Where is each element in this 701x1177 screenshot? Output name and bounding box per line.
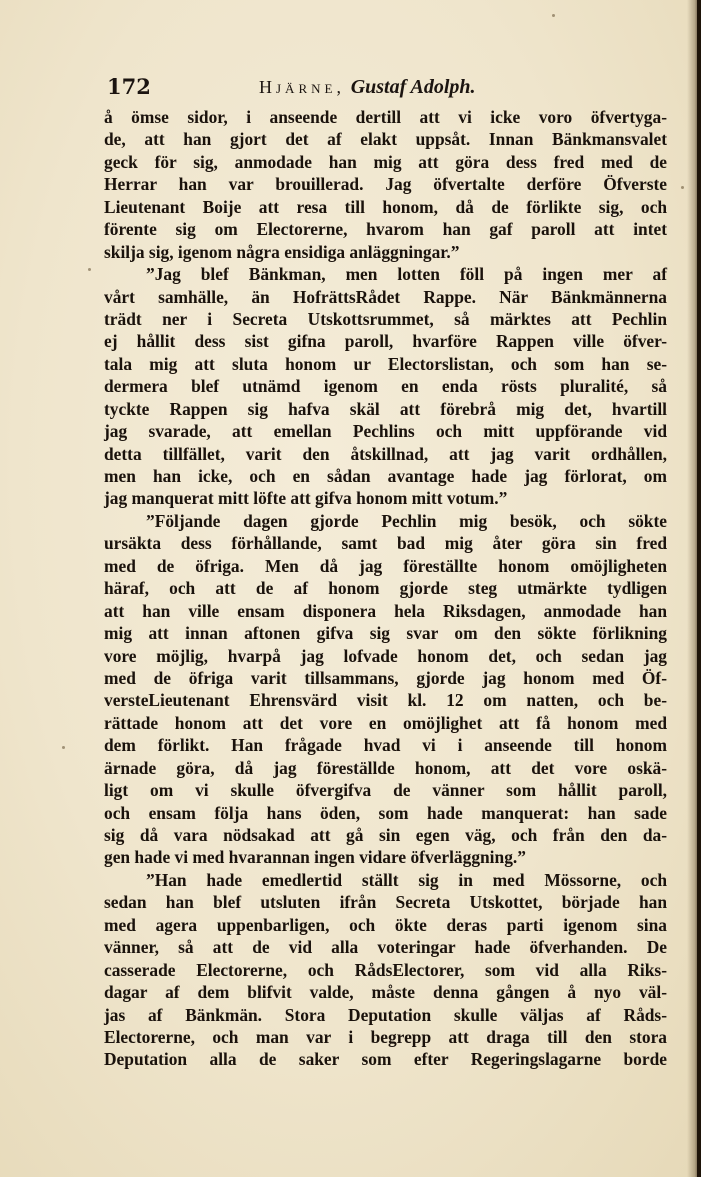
text-line: Lieutenant Boije att resa till honom, då de förlikte sig, och — [104, 196, 667, 217]
text-line: skilja sig, igenom några ensidiga anläggningar.” — [104, 241, 460, 262]
binding-edge — [697, 0, 701, 1177]
text-line: Deputation alla de saker som efter Regeringslagarne borde — [104, 1049, 667, 1070]
running-title-surname: Hjärne, — [259, 77, 345, 97]
running-title — [259, 70, 476, 105]
text-line: trädt ner i Secreta Utskottsrummet, så märktes att Pechlin — [104, 308, 667, 329]
text-line: och ensam följa hans öden, som hade manquerat: han sade — [104, 802, 667, 823]
text-line: förente sig om Electorerne, hvarom han gaf paroll att intet — [104, 219, 667, 240]
running-title-given-names: Gustaf Adolph. — [350, 76, 476, 98]
paragraph-start: ”Han hade emedlertid ställt sig in med Mössorne, och — [146, 869, 667, 890]
text-line: ärnade göra, då jag föreställde honom, att det vore oskä- — [104, 757, 667, 778]
text-line: sig då vara nödsakad att gå sin egen väg, och från den da- — [104, 825, 667, 845]
paper-speck — [552, 14, 555, 17]
page-number: 172 — [107, 74, 151, 99]
text-line: jag svarade, att emellan Pechlins och mitt uppförande vid — [104, 421, 667, 442]
text-line: dem förlikt. Han frågade hvad vi i anseende till honom — [104, 735, 667, 756]
text-line: häraf, och att de af honom gjorde steg utmärkte tydligen — [104, 578, 667, 599]
text-line: versteLieutenant Ehrensvärd visit kl. 12 om natten, och be- — [104, 690, 667, 711]
paper-speck — [62, 746, 65, 749]
text-line: ursäkta dess förhållande, samt bad mig åter göra sin fred — [104, 533, 667, 554]
paragraph-start: ”Jag blef Bänkman, men lotten föll på ingen mer af — [146, 264, 667, 285]
text-line: vore möjlig, hvarpå jag lofvade honom det, och sedan jag — [104, 645, 667, 666]
text-line: med de öfriga varit tillsammans, gjorde jag honom med Öf- — [104, 667, 667, 688]
paper-speck — [681, 186, 684, 189]
text-line: tyckte Rappen sig hafva skäl att förebrå mig det, hvartill — [104, 398, 667, 419]
text-line: ligt om vi skulle öfvergifva de vänner som hållit paroll, — [104, 780, 667, 801]
text-line: jag manquerat mitt löfte att gifva honom mitt votum.” — [104, 488, 508, 509]
text-line: sedan han blef utsluten ifrån Secreta Utskottet, började han — [104, 892, 667, 913]
text-line: gen hade vi med hvarannan ingen vidare öfverläggning.” — [104, 847, 526, 868]
paper-speck — [88, 268, 91, 271]
body-text — [104, 106, 667, 1071]
text-line: de, att han gjort det af elakt uppsåt. Innan Bänkmansvalet — [104, 129, 667, 150]
text-line: vänner, så att de vid alla voteringar hade öfverhanden. De — [104, 937, 667, 958]
text-line: med de öfriga. Men då jag föreställte honom omöjligheten — [104, 555, 667, 576]
text-line: casserade Electorerne, och RådsElectorer, som vid alla Riks- — [104, 959, 667, 980]
text-line: att han ville ensam disponera hela Riksdagen, anmodade han — [104, 600, 667, 621]
text-line: detta tillfället, varit den åtskillnad, att jag varit ordhållen, — [104, 443, 667, 464]
text-line: rättade honom att det vore en omöjlighet att få honom med — [104, 712, 667, 733]
text-line: Electorerne, och man var i begrepp att draga till den stora — [104, 1026, 667, 1047]
text-line: å ömse sidor, i anseende dertill att vi icke voro öfvertyga- — [104, 107, 667, 127]
text-line: geck för sig, anmodade han mig att göra dess fred med de — [104, 151, 667, 172]
text-line: dermera blef utnämd igenom en enda rösts pluralité, så — [104, 376, 667, 397]
text-line: men han icke, och en sådan avantage hade jag förlorat, om — [104, 466, 667, 486]
text-line: mig att innan aftonen gifva sig svar om den sökte förlikning — [104, 623, 667, 644]
text-line: vårt samhälle, än HofrättsRådet Rappe. När Bänkmännerna — [104, 286, 667, 307]
text-line: Herrar han var brouillerad. Jag öfvertalte derföre Öfverste — [104, 174, 667, 195]
text-line: med agera uppenbarligen, och ökte deras parti igenom sina — [104, 914, 667, 935]
text-line: jas af Bänkmän. Stora Deputation skulle väljas af Råds- — [104, 1004, 667, 1025]
text-line: ej hållit dess sist gifna paroll, hvarföre Rappen ville öfver- — [104, 331, 667, 352]
text-line: tala mig att sluta honom ur Electorslistan, och som han se- — [104, 353, 667, 374]
text-line: dagar af dem blifvit valde, måste denna gången å nyo väl- — [104, 982, 667, 1003]
paragraph-start: ”Följande dagen gjorde Pechlin mig besök, och sökte — [146, 510, 667, 531]
running-header — [107, 70, 667, 104]
